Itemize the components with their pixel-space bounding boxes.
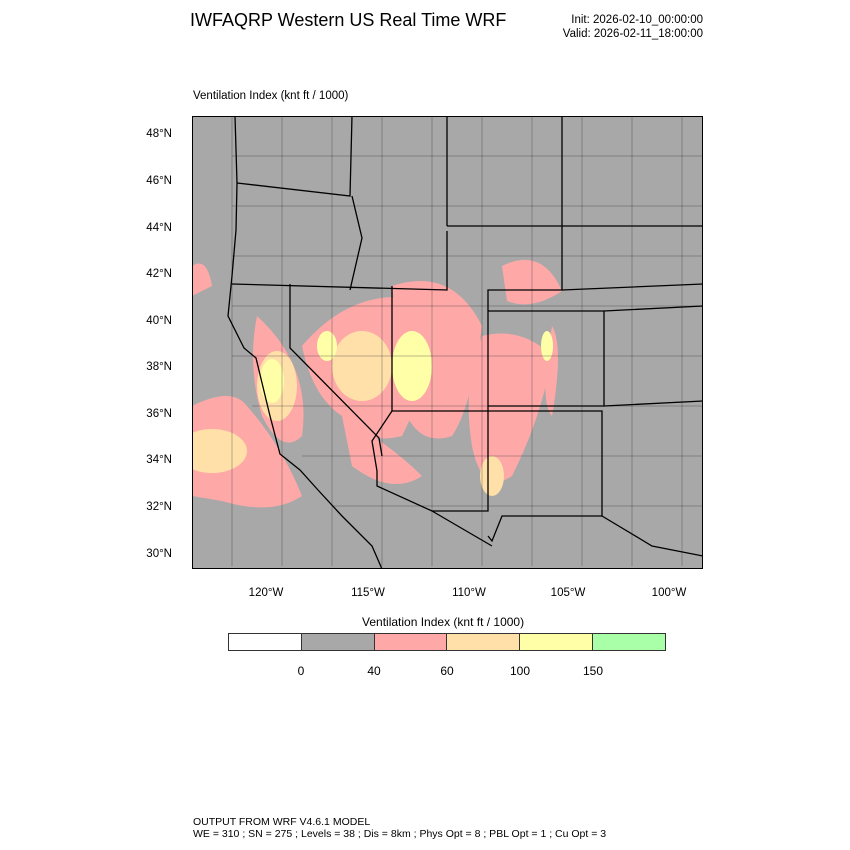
colorbar-label: 60: [440, 664, 454, 678]
colorbar-box: [302, 634, 375, 650]
model-config: WE = 310 ; SN = 275 ; Levels = 38 ; Dis = 8km ; Phys Opt = 8 ; PBL Opt = 1 ; Cu Opt = 3: [193, 828, 607, 840]
lat-label: 36°N: [146, 408, 172, 420]
colorbar-label: 100: [509, 664, 531, 678]
field-subtitle: Ventilation Index (knt ft / 1000): [193, 90, 349, 102]
lon-label: 120°W: [248, 587, 284, 599]
lat-label: 48°N: [146, 128, 172, 140]
valid-time: Valid: 2026-02-11_18:00:00: [562, 28, 703, 40]
colorbar-label: 40: [367, 664, 381, 678]
init-time: Init: 2026-02-10_00:00:00: [571, 14, 703, 26]
model-info: OUTPUT FROM WRF V4.6.1 MODEL: [193, 816, 371, 828]
lat-label: 44°N: [146, 222, 172, 234]
colorbar-label: 0: [297, 664, 305, 678]
lat-label: 30°N: [146, 548, 172, 560]
colorbar-box: [593, 634, 665, 650]
lat-label: 40°N: [146, 315, 172, 327]
lat-label: 34°N: [146, 454, 172, 466]
lat-label: 42°N: [146, 268, 172, 280]
lon-label: 105°W: [550, 587, 586, 599]
plot-title: IWFAQRP Western US Real Time WRF: [190, 10, 507, 30]
lon-label: 115°W: [351, 587, 385, 599]
lon-label: 110°W: [452, 587, 486, 599]
colorbar-box: [520, 634, 593, 650]
lat-label: 32°N: [146, 501, 172, 513]
colorbar-box: [447, 634, 520, 650]
colorbar-box: [375, 634, 448, 650]
colorbar-title: Ventilation Index (knt ft / 1000): [362, 615, 525, 629]
lat-label: 38°N: [146, 361, 172, 373]
colorbar-label: 150: [582, 664, 604, 678]
lat-label: 46°N: [146, 175, 172, 187]
lon-label: 100°W: [651, 587, 687, 599]
colorbar: [228, 633, 666, 651]
ventilation-index-map: [192, 116, 703, 569]
colorbar-box: [229, 634, 302, 650]
